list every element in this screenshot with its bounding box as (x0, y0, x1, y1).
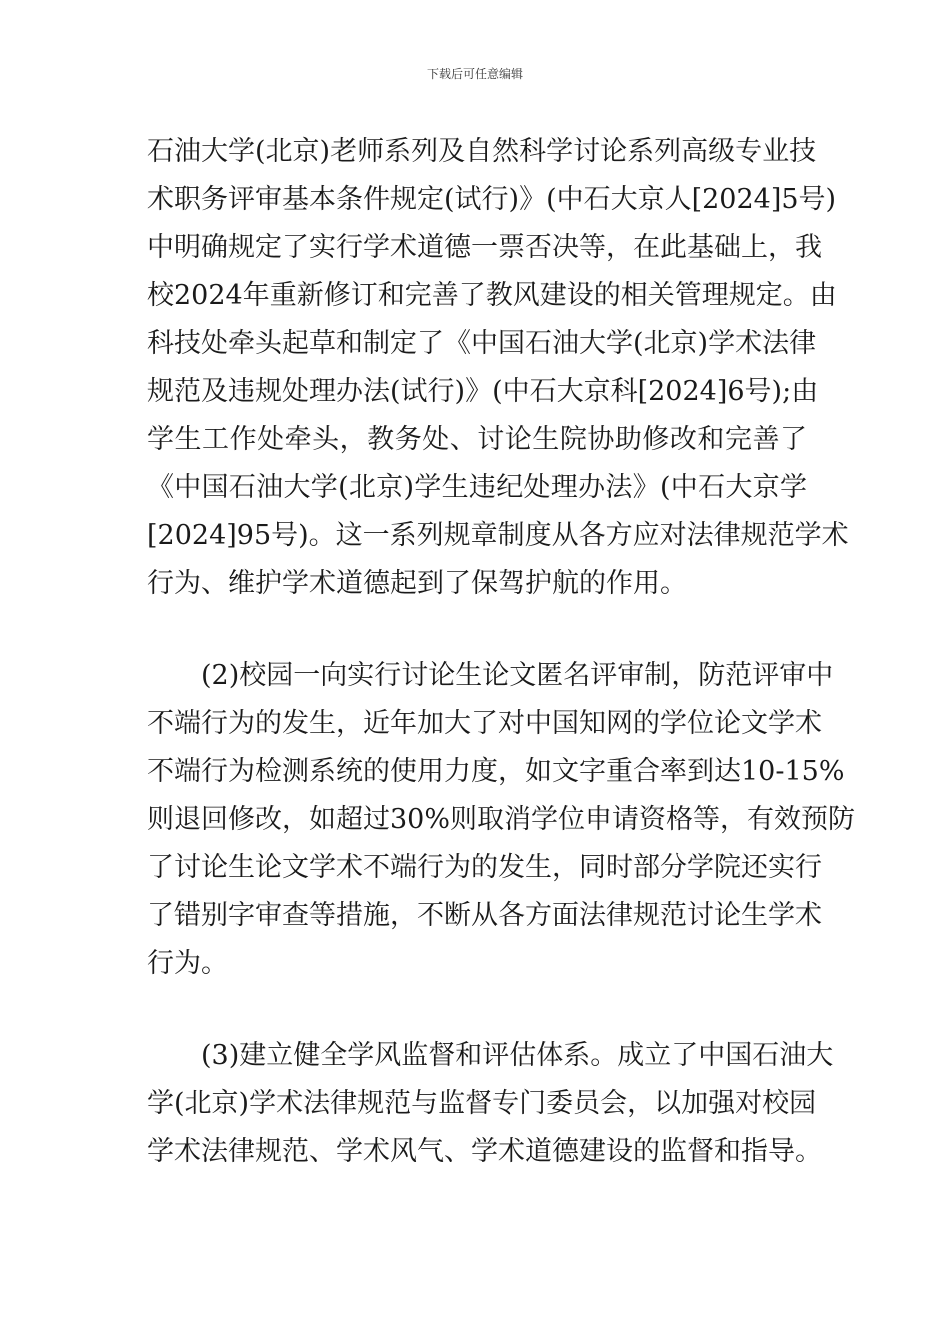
page-header: 下载后可任意编辑 (426, 67, 523, 81)
text-line: (2)校园一向实行讨论生论文匿名评审制，防范评审中 (201, 660, 834, 691)
text-line: 行为、维护学术道德起到了保驾护航的作用。 (147, 568, 687, 599)
text-line: 则退回修改，如超过30%则取消学位申请资格等，有效预防 (147, 804, 856, 835)
document-body (147, 128, 856, 1176)
paragraph-2 (147, 652, 856, 988)
paragraph-spacer (147, 608, 807, 652)
text-line: 了错别字审查等措施，不断从各方面法律规范讨论生学术 (147, 900, 822, 931)
text-line: 规范及违规处理办法(试行)》(中石大京科[2024]6号);由 (147, 376, 819, 407)
text-line: [2024]95号)。这一系列规章制度从各方应对法律规范学术 (147, 520, 849, 551)
text-line: 术职务评审基本条件规定(试行)》(中石大京人[2024]5号) (147, 184, 837, 215)
text-line: 不端行为的发生，近年加大了对中国知网的学位论文学术 (147, 708, 822, 739)
paragraph-1 (147, 128, 849, 608)
text-line: 行为。 (147, 948, 228, 979)
text-line: (3)建立健全学风监督和评估体系。成立了中国石油大 (201, 1040, 834, 1071)
text-line: 科技处牵头起草和制定了《中国石油大学(北京)学术法律 (147, 328, 817, 359)
text-line: 不端行为检测系统的使用力度，如文字重合率到达10-15% (147, 756, 845, 787)
text-line: 了讨论生论文学术不端行为的发生，同时部分学院还实行 (147, 852, 822, 883)
paragraph-3 (147, 1032, 834, 1176)
text-line: 学(北京)学术法律规范与监督专门委员会，以加强对校园 (147, 1088, 817, 1119)
text-line: 校2024年重新修订和完善了教风建设的相关管理规定。由 (147, 280, 837, 311)
text-line: 学术法律规范、学术风气、学术道德建设的监督和指导。 (147, 1136, 822, 1167)
paragraph-spacer (147, 988, 807, 1032)
text-line: 《中国石油大学(北京)学生违纪处理办法》(中石大京学 (147, 472, 807, 503)
text-line: 学生工作处牵头，教务处、讨论生院协助修改和完善了 (147, 424, 807, 455)
text-line: 中明确规定了实行学术道德一票否决等，在此基础上，我 (147, 232, 822, 263)
text-line: 石油大学(北京)老师系列及自然科学讨论系列高级专业技 (147, 136, 817, 167)
